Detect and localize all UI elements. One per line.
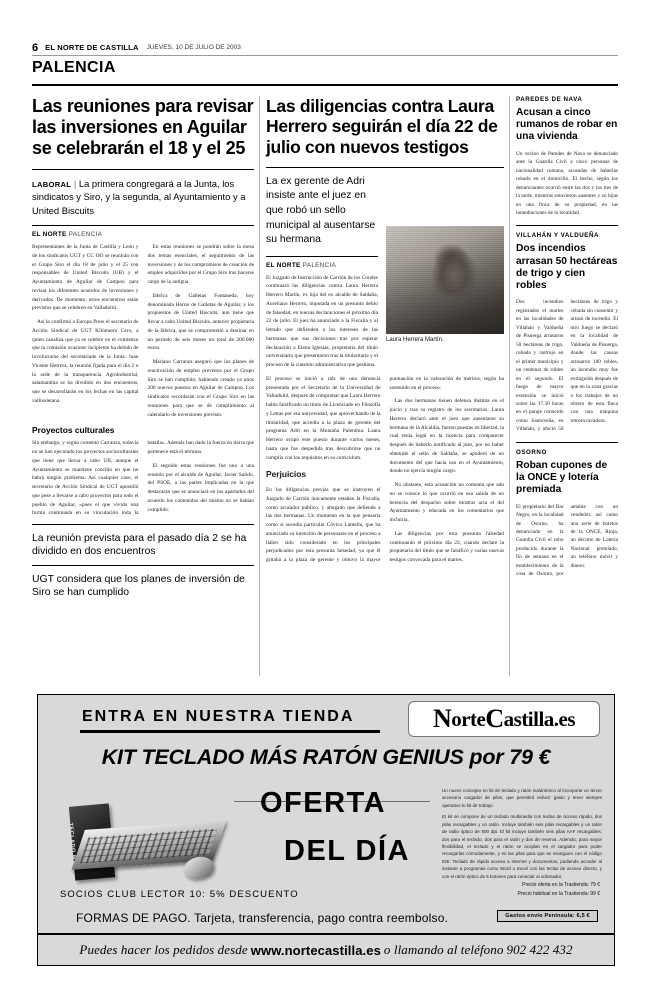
ad-payment-methods: FORMAS DE PAGO. Tarjeta, transferencia, pago contra reembolso. xyxy=(76,911,449,925)
logo-astilla-es: astilla.es xyxy=(503,706,576,731)
headline-rule-mid xyxy=(266,167,504,168)
logo-c: C xyxy=(485,704,504,733)
headline-rule xyxy=(32,169,254,170)
masthead xyxy=(32,40,618,56)
issue-date: JUEVES, 10 DE JULIO DE 2003 xyxy=(146,43,241,51)
ad-offer-line-1: OFERTA xyxy=(260,787,387,819)
byline-author: EL NORTE xyxy=(32,231,67,239)
article-mid-body-intro xyxy=(266,274,378,370)
portrait-photo xyxy=(386,226,504,334)
ad-footer[interactable] xyxy=(38,933,614,965)
byline-location: PALENCIA xyxy=(68,231,103,239)
ad-copy-paragraph: Un nuevo concepto en kit de teclado y ratón inalámbrico al incorporar un tercer accesorio cargador de pilas, que permitirá reducir gasto y tener siempre operativo tu kit de trabajo. xyxy=(442,788,602,808)
newspaper-name: EL NORTE DE CASTILLA xyxy=(45,43,139,53)
sidebar-body xyxy=(516,298,618,434)
article-left-pullquote-2: UGT considera que los planes de inversión de Siro se han cumplido xyxy=(32,573,245,599)
column-divider-2 xyxy=(509,96,510,676)
paragraph: Un vecino de Paredes de Nava se denunciado ante la Guardia Civil a cinco personas de nacionalidad rumana, acusadas de haberlas robado en el domicilio. El hecho, según los denunciantes ocurrió entre las dos y las tres de la tarde, mientras estuvieron ausentes y su hijas en una finca de su propiedad, en las inmediaciones de la localidad. xyxy=(516,150,618,216)
article-left-body-2 xyxy=(32,439,254,518)
ad-footer-prefix: Puedes hacer los pedidos desde xyxy=(79,942,248,957)
standfirst-rule xyxy=(32,225,254,226)
ad-copy-paragraph: El kit se compone de un teclado multimedia con teclas de acceso rápido, dos pilas recargables y un ratón. Incluye también seis pilas recargables y un ratón de radio óptico de 800 dpi. El kit incluye también seis pilas AAF recargables; dos para el teclado, dos para el ratón y dos de reserva. Además, para mayor flexibilidad, el teclado y el ratón se acoplan en el cargador para poder recargarlas cómodamente, y en las pilas para que se recarguen con el código IDE. Teclado de rápido acceso a Internet y documentos, pudiendo acceder al instante a programas como Word o Excel con las teclas de acceso directo, y con el ratón óptico de 5 botones para conectar al ordenador. xyxy=(442,814,602,879)
sidebar-kicker: VILLAHÁN Y VALDUEÑA xyxy=(516,232,599,240)
ad-offer-line-2: DEL DÍA xyxy=(284,835,410,867)
article-left-kicker: LABORAL xyxy=(32,179,72,189)
paragraph: El Juzgado de Instrucción de Carrión de los Condes continuará las diligencias contra Laura Herrera Herrero Martín, ex hija del ex alcalde de Saldaña, Aureliano Herrero, imputada en un presunto delito de falsedad, en nuevas declaraciones el próximo día 22 de julio. El juez ha anunciado a la Fiscalía y al letrado que defienden a los intereses de las hermanas que sus decisiones tras por esperar declaración a Elena Iglesias, propietaria del título universitario que presentaron tras la titularitaria y el proceso de la cuestión administrativa que gestiona. xyxy=(266,274,378,369)
sidebar-body xyxy=(516,503,618,579)
sidebar-divider-2 xyxy=(516,442,618,443)
article-left-byline xyxy=(32,231,254,238)
sidebar-item-osorno xyxy=(516,449,618,579)
ad-header xyxy=(38,695,614,743)
article-left-standfirst-text: La primera congregará a la Junta, los sindicatos y Siro, y la segunda, al Ayuntamiento y a United Biscuits xyxy=(32,177,246,216)
sidebar-kicker: PAREDES DE NAVA xyxy=(516,96,583,103)
ad-footer-mid: o llamando al teléfono xyxy=(383,942,504,957)
column-divider-1 xyxy=(259,96,260,676)
article-mid-lead: La ex gerente de Adri insiste ante el juez en que robó un sello municipal al ausentarse su hermana xyxy=(266,175,376,246)
article-left-crosshead: Proyectos culturales xyxy=(32,425,115,436)
section-divider xyxy=(32,84,618,86)
article-mid-body xyxy=(266,375,504,567)
sidebar-kicker: OSORNO xyxy=(516,448,547,456)
ad-header-rule xyxy=(80,730,380,733)
logo-n: N xyxy=(432,704,452,733)
sidebar-body xyxy=(516,150,618,218)
article-left-headline: Las reuniones para revisar las inversiones en Aguilar se celebrarán el 18 y el 25 xyxy=(32,96,254,158)
pullquote-rule-1 xyxy=(32,524,254,525)
article-left-standfirst: LABORAL | La primera congregará a la Junta, los sindicatos y Siro, y la segunda, al Ayuntamiento y a United Biscuits xyxy=(32,177,246,216)
ad-kit-headline: KIT TECLADO MÁS RATÓN GENIUS por 79 € xyxy=(101,745,551,769)
sidebar-item-paredes-de-nava xyxy=(516,96,618,217)
paragraph: Las dos hermanas tienen defensa distinta en el juicio y tras su registro de los secretarios. Laura Herrero declaró ante el juez que ausentarse su hermana de la Alcaldía, fueron puestas en libertad, la cual tenía legal en la licencia para comparecer después de haberlo notificado al juez, por no haber obtenido el sello de Saldaña, se apoderó de un documento del que hacía uso en el Ayuntamiento, donde no ejercía ningún cargo. xyxy=(389,398,504,475)
photo-caption: Laura Herrera Martín. xyxy=(386,337,444,343)
article-mid-headline: Las diligencias contra Laura Herrero seguirán el día 22 de julio con nuevos testigos xyxy=(266,96,498,157)
ad-socios-discount: SOCIOS CLUB LECTOR 10: 5% DESCUENTO xyxy=(60,889,299,900)
article-left xyxy=(32,96,254,606)
ad-footer-phone: 902 422 432 xyxy=(506,942,573,957)
section-title: PALENCIA xyxy=(32,59,116,76)
paragraph: El propietario del Bar Negro, en la localidad de Osorno, ha denunciado en la Guardia Civil el robo producido durante la fin de semana en el establecimiento de la cosa de Osorno, por amable con un vendedor, así como una serie de boletos de la ONCE, Rioja, un décimo de Lotería Nacional premiado, un teléfono móvil y dinero. xyxy=(516,503,618,578)
lead-rule-mid xyxy=(266,256,378,257)
paragraph: El proceso se inició a raíz de una denuncia presentada por el Secretario de la Universidad de Valladolid, después de comprobar que Laura Herrero había falsificado un título de Licenciado en Filosofía y Letras por esa universidad, que aprovechando de la titularidad, que accedía a la plaza de gerente del programa Adri en la Montaña Palentina. Laura Herrero ocupó este puesto durante varios meses, hasta que fue despedida tras descubrirse que no cumplía con los requisitos en su curriculum. xyxy=(266,375,381,461)
advertisement[interactable] xyxy=(37,694,615,966)
product-box-label: TECLADO MÁS xyxy=(67,822,78,870)
paragraph: Mariano Carranza aseguró que los planes de reactivación de empleo previstos por el Grupo Siro se han cumplido, habiendo creado ya unos 200 nuevos puestos en Aguilar de Campoo. Los sindicatos recordarán con el Grupo Siro en las reuniones para que se dé cumplimiento al calendario de inversiones previsto. xyxy=(147,359,254,418)
article-left-pullquote-1: La reunión prevista para el pasado día 2 se ha dividido en dos encuentros xyxy=(32,532,247,558)
ad-shipping-cost-badge: Gastos envío Península: 6,5 € xyxy=(497,910,598,922)
ad-price-block xyxy=(450,881,600,898)
ad-description-copy xyxy=(442,787,602,884)
pullquote-rule-2 xyxy=(32,565,254,566)
logo-orte: orte xyxy=(451,706,486,731)
masthead-divider xyxy=(32,55,618,56)
byline-location: PALENCIA xyxy=(302,261,337,269)
paragraph: En las diligencias previas que se instruyen el Juzgado de Carrión únicamente estaban la Fiscalía, como acusador público, y abogado que defiende a las dos hermanas. Un momento en la que pensaría como si sucedía particular Cóvico Lamella, que ha anunciado su intención de personarse en el proceso a llaber sido considerado en los principales perjudicados por esta presunta falsedad, ya que él gritaba a la plaza de gerente y obtuvo la mayor puntuación en la valoración de méritos, según ha sostenido en el proceso. xyxy=(266,375,504,564)
paragraph: Representantes de la Junta de Castilla y León y de los sindicatos UGT y CC OO se reunirán con el Grupo Siro el día 18 de julio y el 25 con responsables de United Biscuits (UB) y el Ayuntamiento de Aguilar de Campoo para revisar los diferentes acuerdos de inversiones y derivados. De momento, estos encuentros están previstos que se celebren en Valladolid. xyxy=(32,244,139,312)
ad-footer-url[interactable]: www.nortecastilla.es xyxy=(250,942,381,958)
ad-enter-store-text: ENTRA EN NUESTRA TIENDA xyxy=(82,708,355,725)
article-left-body xyxy=(32,243,254,419)
sidebar-column xyxy=(516,96,618,579)
ad-price-habitual: Precio habitual en la Trastienda: 99 € xyxy=(517,890,600,897)
sidebar-divider-1 xyxy=(516,225,618,226)
sidebar-headline: Dos incendios arrasan 50 hectáreas de trigo y cien robles xyxy=(516,243,618,292)
paragraph: El seguido estas reuniones fue uno a una reunión por el alcalde de Aguilar, Javier Salido, del PSOE, a las partes implicadas en la que destacarán que se anunciará en los apartados del acuerdo los contenidos del mismo no se habían cumplido. xyxy=(147,462,254,513)
paragraph: Así lo confirmó a Europa Press el secretario de Acción Sindical de UGT Kilómetro Cero, a quien canaliza que ya se celebre en el comienzo que la comisión ocasione incipiente ha debido de involucrarse del secretariado de la Junta. Juan Vicente Herrera, la reunión fijada para el día 2 o la sede de la transparencia Agroindustrial, salamantina se ha dividido en dos encuentros, que se desarrollarán en los fechas en las capital vallisoletana. xyxy=(32,319,139,404)
paragraph: Dos incendios registrados el martes en las localidades de Villahán y Valdueña de Pisuerga arrasaron 50 hectáreas de trigo, cebada y rastrojo en el primer municipio y un centenar de robles en el segundo. El fuego de mayor extensión se inició sobre las 17.30 horas en el paraje conocido como Santoveña, en Villahán, y afectó 50 hectáreas de trigo y cebada sin consentir y arrasó de incendio. El otro fuego se declaró en la localidad de Valdueña de Pisuerga, donde las causas arrasaron 100 robles, un incendio muy fue extinguido después de que en la zona gracias a los trabajos de un obrero de esta finca con una máquina retroexcavadora. xyxy=(516,299,618,433)
paragraph: No obstante, esta acusación no comenta que aún no se conoce lo que ocurrió en esa salida de un herencia del despacho sobre mostrar acta el del Ayuntamiento y educada en los comentarios que incluiría. xyxy=(389,482,504,524)
paragraph: fábrica de Galletas Fontaneda, hoy denominada Horno de Galletas de Aguilar, y los propuestos de United Biscuits, aun tiene que llevar a cabo United Biscuits, anterior propietaria de la fábrica, que se comprometió a destinar en un periodo de seis meses un total de 200.000 euros. xyxy=(147,292,254,352)
paragraph: Sin embargo, y según comentó Carranza, todavía no se han ejecutado los proyectos socioculturales que tiene que llevar a cabo UB, aunque el Ayuntamiento se mantiene concilio en que no habrá ningún problema. Así cualquier caso, el secretario de Acción Sindical de UGT apostilló que pese a llevarse a cabo proyectos para todo el pueblo de Aguilar, «pues el que vivido una forma continuada en su vinculación toda la batalla». Además han dado la fuerza en tierra que pertenece está el término. xyxy=(32,440,254,517)
paragraph: En estas reuniones se pondrán sobre la mesa dos temas esenciales, el seguimiento de las inversiones y de los compromisos de creación de empleo adquiridos por el Grupo Siro tras hacerse cargo de la antigua xyxy=(147,244,254,286)
sidebar-headline: Roban cupones de la ONCE y lotería premiada xyxy=(516,459,608,496)
article-mid-photo-block xyxy=(386,226,504,343)
article-mid-crosshead: Perjuicios xyxy=(266,469,307,480)
sidebar-headline: Acusan a cinco rumanos de robar en una vivienda xyxy=(516,107,618,143)
ad-price-offer: Precio oferta en la Trastienda: 79 € xyxy=(522,882,600,888)
byline-author: EL NORTE xyxy=(266,261,301,269)
paragraph: Las diligencias por esta presunta falsedad continuarán el próximo día 22, cuando declare la propietaria del título que se falsificó y varias nuevas testigos convocada para el martes. xyxy=(389,530,504,564)
ad-product-image xyxy=(67,799,232,885)
page-folio-number: 6 xyxy=(32,41,39,54)
sidebar-item-villahan-y-valduena xyxy=(516,232,618,433)
nortecastilla-logo[interactable] xyxy=(408,701,600,737)
